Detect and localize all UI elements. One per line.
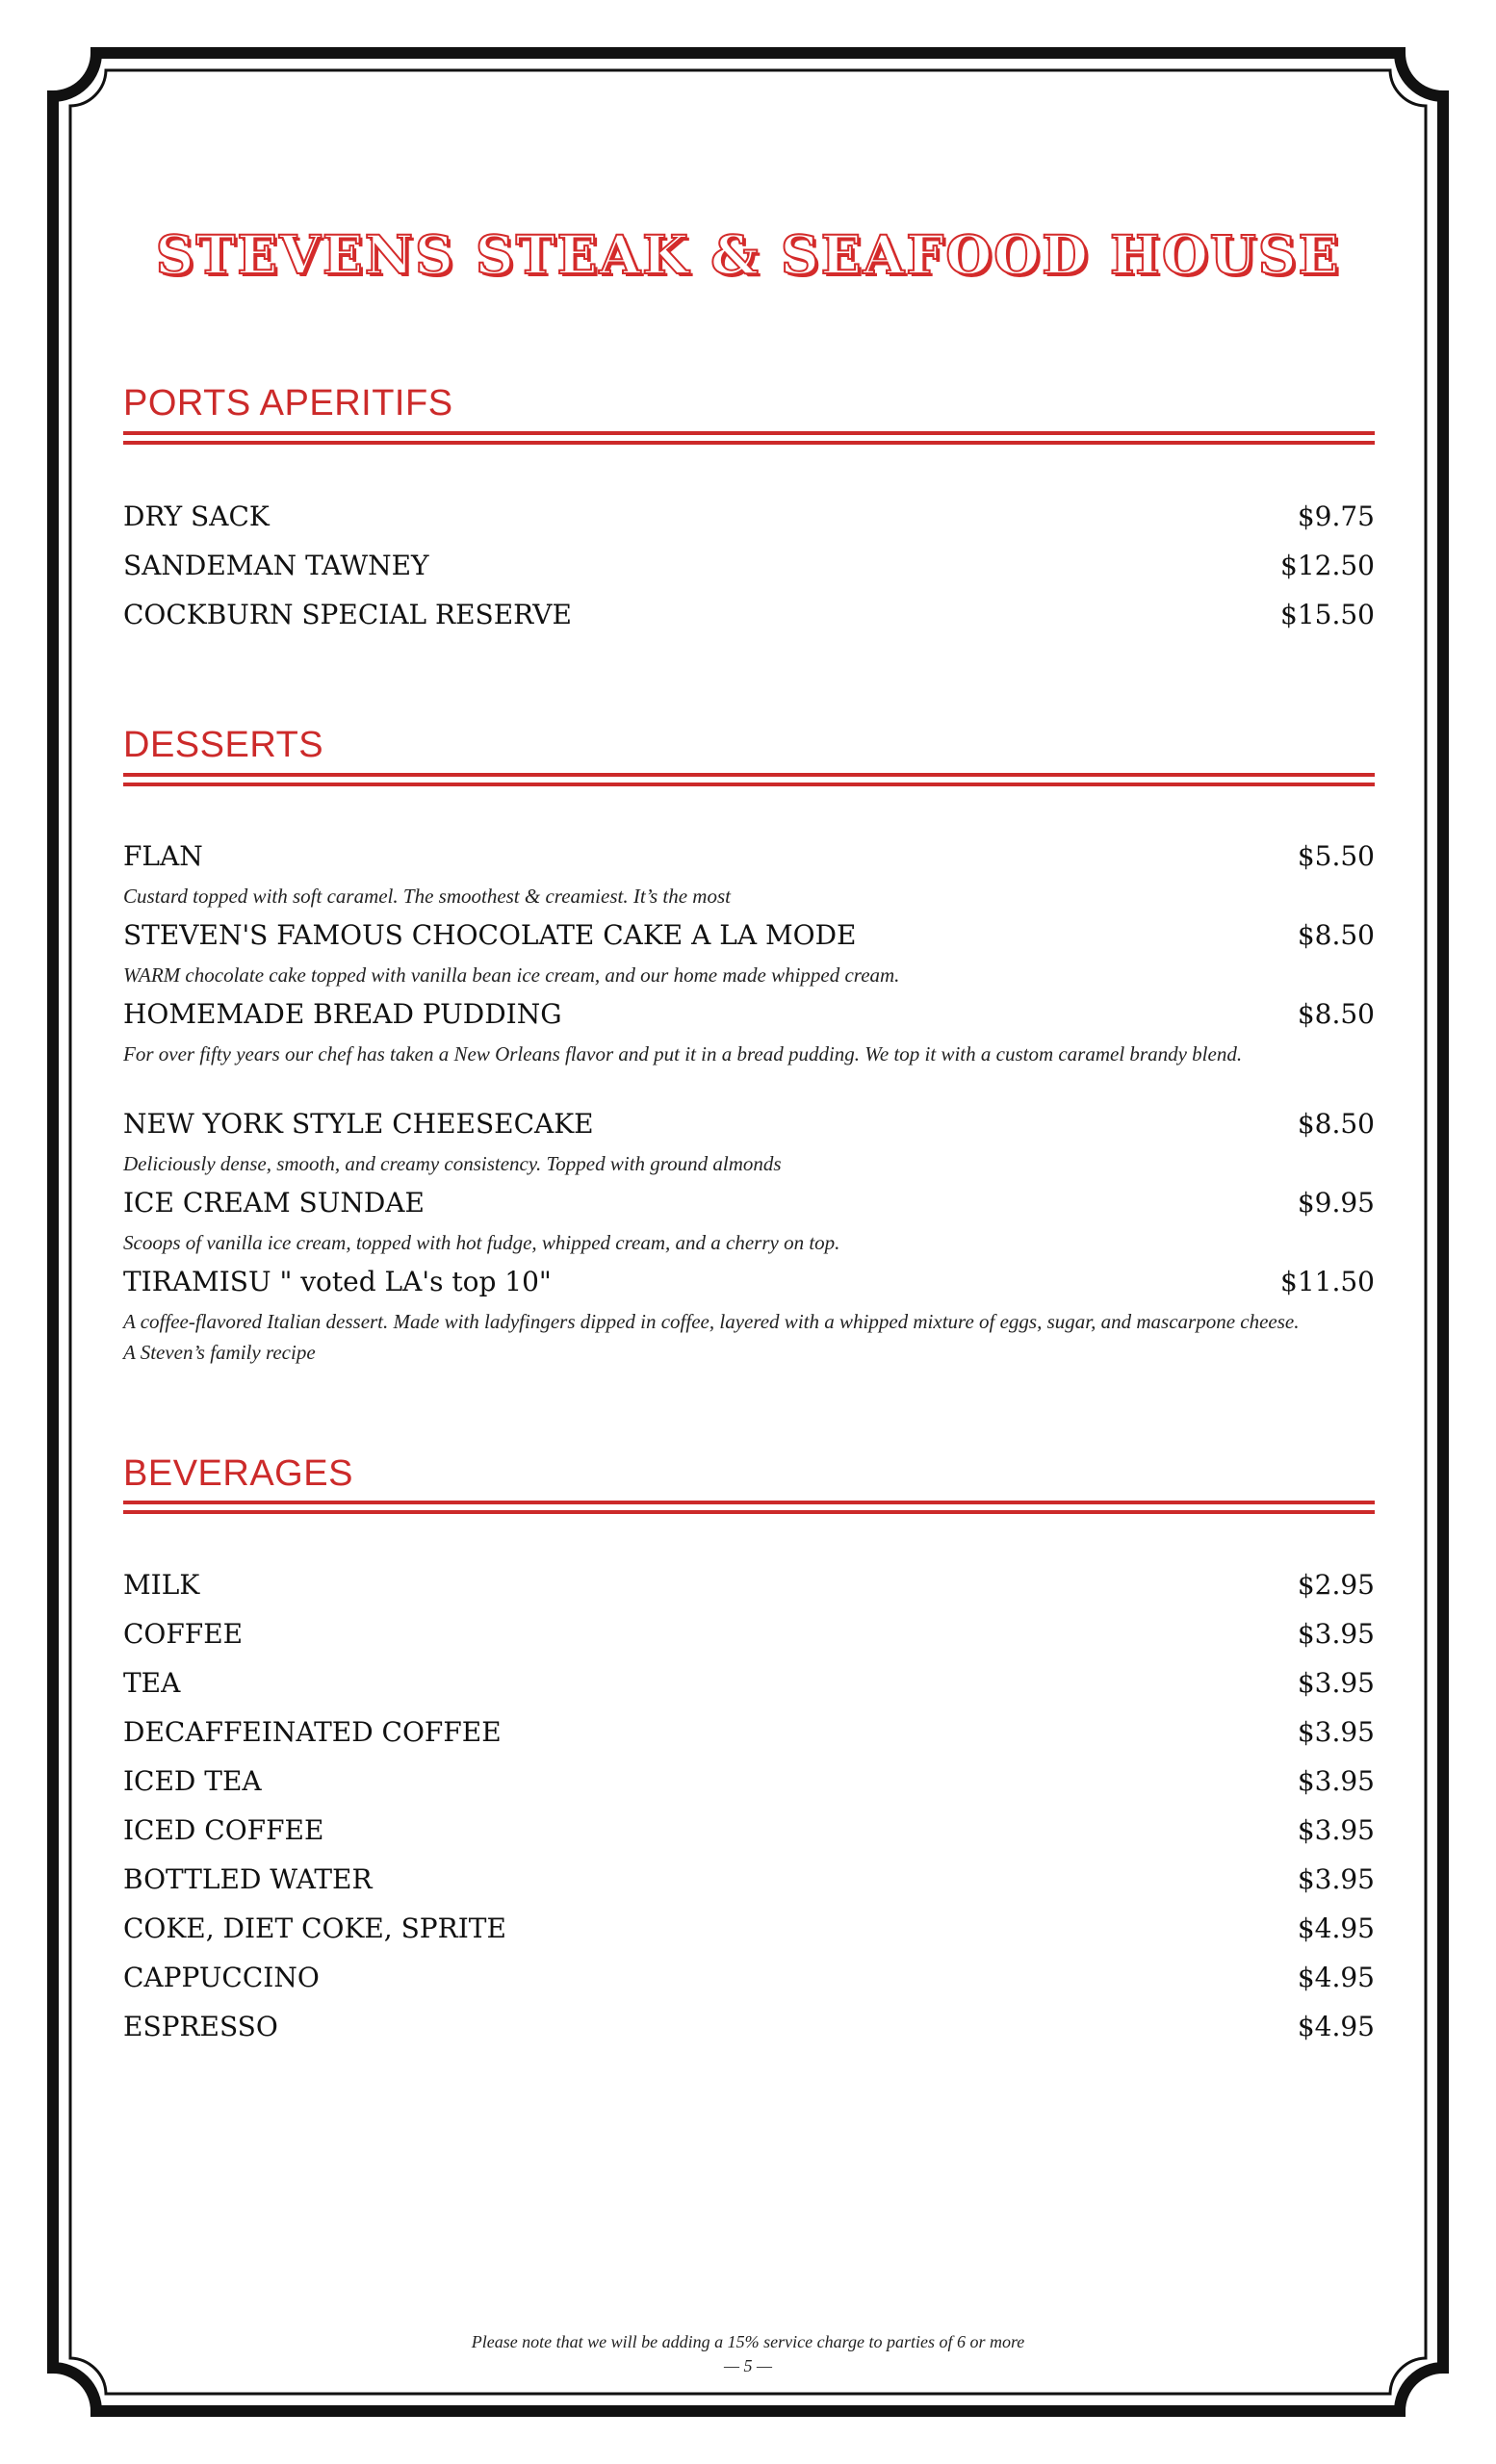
- item-price: $4.95: [1297, 2011, 1375, 2042]
- item-price: $11.50: [1280, 1266, 1375, 1297]
- item-name: FLAN: [123, 840, 203, 872]
- page-number: — 5 —: [723, 2356, 772, 2375]
- section-heading-ports: PORTS APERITIFS: [123, 383, 453, 424]
- item-price: $3.95: [1297, 1667, 1375, 1699]
- item-name: ICE CREAM SUNDAE: [123, 1187, 425, 1219]
- item-name: STEVEN'S FAMOUS CHOCOLATE CAKE A LA MODE: [123, 919, 857, 951]
- service-charge-note: Please note that we will be adding a 15% service charge to parties of 6 or more: [471, 2332, 1025, 2351]
- item-name: DRY SACK: [123, 500, 270, 532]
- item-description: Custard topped with soft caramel. The smoothest & creamiest. It’s the most: [123, 885, 731, 908]
- item-name: SANDEMAN TAWNEY: [123, 550, 429, 581]
- item-description: WARM chocolate cake topped with vanilla bean ice cream, and our home made whipped cream.: [123, 963, 900, 987]
- restaurant-title: STEVENS STEAK & SEAFOOD HOUSE: [155, 223, 1341, 286]
- item-name: COCKBURN SPECIAL RESERVE: [123, 599, 572, 630]
- item-name: TEA: [123, 1667, 181, 1699]
- item-description: Deliciously dense, smooth, and creamy consistency. Topped with ground almonds: [123, 1152, 782, 1175]
- item-price: $3.95: [1297, 1863, 1375, 1895]
- item-price: $9.75: [1297, 500, 1375, 532]
- item-price: $3.95: [1297, 1618, 1375, 1650]
- section-heading-beverages: BEVERAGES: [123, 1453, 353, 1494]
- item-price: $9.95: [1297, 1187, 1375, 1219]
- item-name: BOTTLED WATER: [123, 1863, 373, 1895]
- item-name: ICED COFFEE: [123, 1814, 324, 1846]
- item-name: MILK: [123, 1569, 200, 1601]
- item-name: TIRAMISU " voted LA's top 10": [123, 1266, 552, 1297]
- item-name: DECAFFEINATED COFFEE: [123, 1716, 502, 1748]
- item-price: $5.50: [1297, 840, 1375, 872]
- item-price: $2.95: [1297, 1569, 1375, 1601]
- item-name: COFFEE: [123, 1618, 244, 1650]
- section-heading-desserts: DESSERTS: [123, 725, 324, 765]
- item-name: ESPRESSO: [123, 2011, 278, 2042]
- item-name: HOMEMADE BREAD PUDDING: [123, 998, 562, 1030]
- item-price: $4.95: [1297, 1912, 1375, 1944]
- section-rule-beverages: [123, 1501, 1375, 1514]
- item-price: $15.50: [1280, 599, 1375, 630]
- item-name: CAPPUCCINO: [123, 1962, 320, 1993]
- section-rule-desserts: [123, 773, 1375, 786]
- item-description: Scoops of vanilla ice cream, topped with hot fudge, whipped cream, and a cherry on top.: [123, 1231, 840, 1254]
- item-name: NEW YORK STYLE CHEESECAKE: [123, 1108, 594, 1140]
- item-price: $8.50: [1297, 998, 1375, 1030]
- item-price: $3.95: [1297, 1814, 1375, 1846]
- section-rule-ports: [123, 431, 1375, 445]
- item-price: $4.95: [1297, 1962, 1375, 1993]
- item-price: $12.50: [1280, 550, 1375, 581]
- item-price: $8.50: [1297, 1108, 1375, 1140]
- item-description: For over fifty years our chef has taken a New Orleans flavor and put it in a bread pudding. We top it with a custom caramel brandy blend.: [123, 1042, 1243, 1065]
- item-price: $8.50: [1297, 919, 1375, 951]
- item-description: A coffee-flavored Italian dessert. Made with ladyfingers dipped in coffee, layered with a whipped mixture of eggs, sugar, and mascarpone cheese. A Steven’s family recipe: [123, 1310, 1300, 1364]
- item-name: COKE, DIET COKE, SPRITE: [123, 1912, 506, 1944]
- item-price: $3.95: [1297, 1716, 1375, 1748]
- item-price: $3.95: [1297, 1765, 1375, 1797]
- item-name: ICED TEA: [123, 1765, 262, 1797]
